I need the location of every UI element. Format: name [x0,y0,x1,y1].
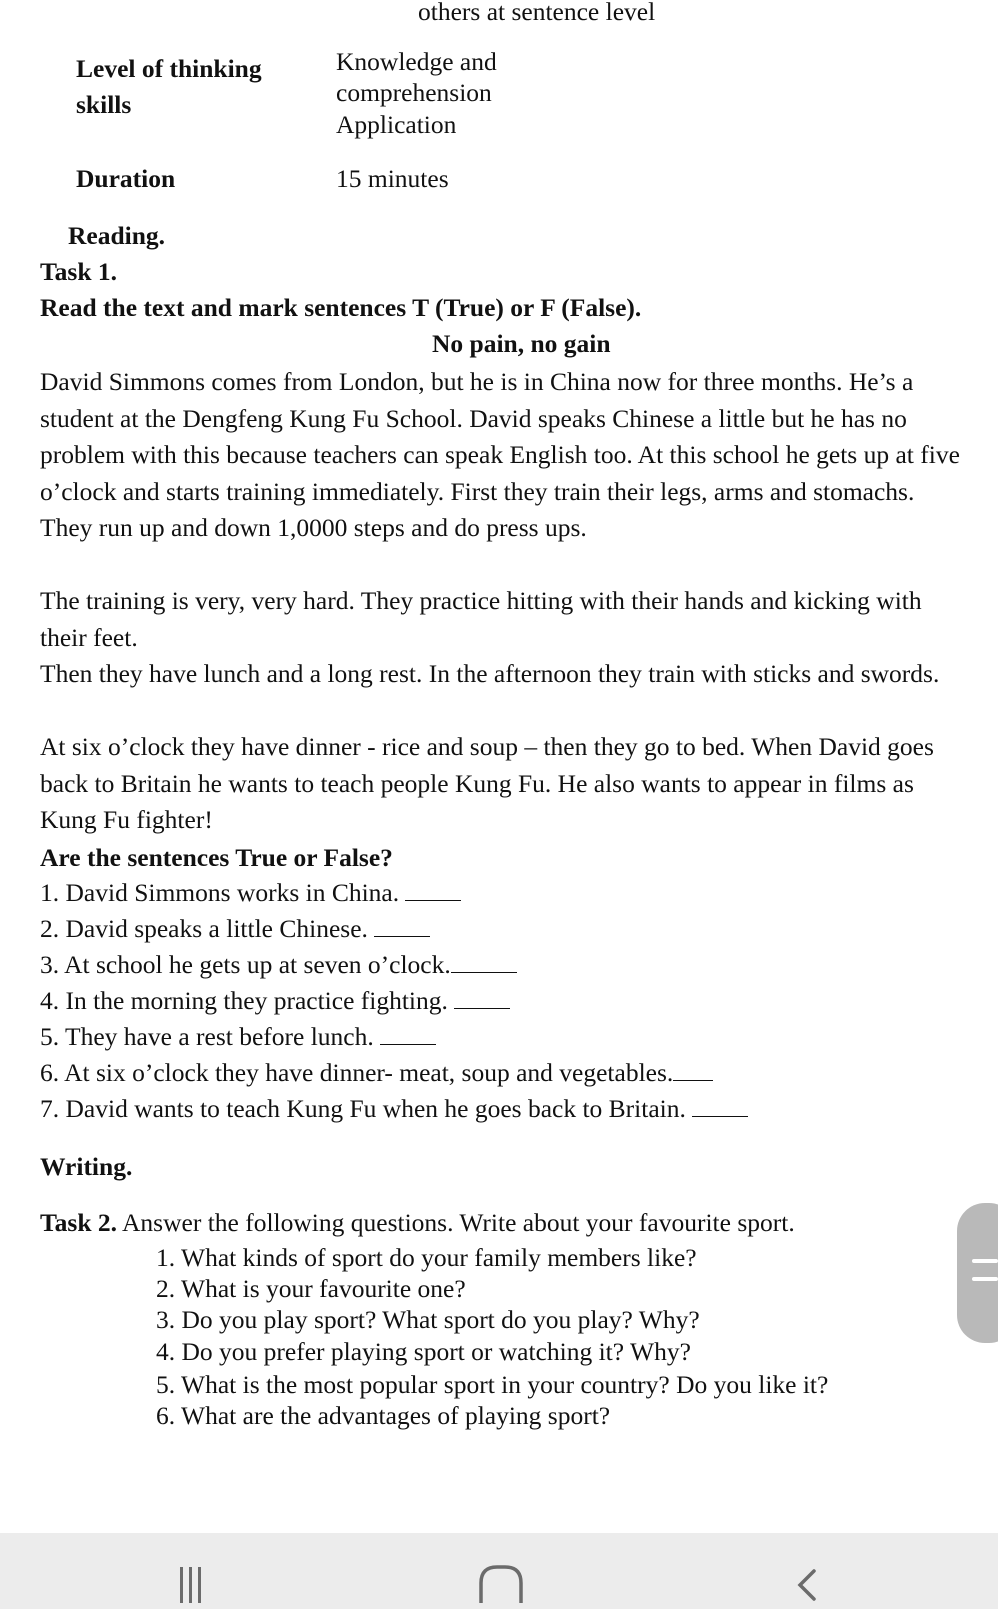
task2-instruction: Answer the following questions. Write about your favourite sport. [117,1208,795,1237]
statement-7 [40,1094,748,1124]
question-item: 4. Do you prefer playing sport or watching it? Why? [156,1337,691,1366]
question-item: 5. What is the most popular sport in your country? Do you like it? [156,1370,829,1399]
thinking-value-line1: Knowledge and [336,47,497,76]
question-item: 1. What kinds of sport do your family members like? [156,1243,697,1272]
handle-grip-icon [972,1259,998,1263]
answer-blank[interactable] [405,899,461,901]
statement-1 [40,878,461,908]
reading-paragraph-3: Then they have lunch and a long rest. In the afternoon they train with sticks and swords. [40,659,940,688]
text-title: No pain, no gain [432,329,611,358]
statement-text: 1. David Simmons works in China. [40,878,400,907]
statement-text: 7. David wants to teach Kung Fu when he goes back to Britain. [40,1094,686,1123]
reading-paragraph-1: David Simmons comes from London, but he is in China now for three months. He’s a student at the Dengfeng Kung Fu School. David speaks Chinese a little but he has no problem with this because teachers can speak English too. At this school he gets up at five o’clock and starts training immediately. First they train their legs, arms and stomachs. They run up and down 1,0000 steps and do press ups. [40,367,960,542]
question-heading: Are the sentences True or False? [40,843,393,872]
reading-heading: Reading. [68,221,166,250]
home-icon [470,1543,530,1603]
task1-instruction: Read the text and mark sentences T (True) or F (False). [40,293,642,322]
answer-blank[interactable] [673,1079,713,1081]
duration-value: 15 minutes [336,164,449,193]
reading-paragraph-2: The training is very, very hard. They practice hitting with their hands and kicking with their feet. [40,586,922,652]
answer-blank[interactable] [374,935,430,937]
thinking-value-line2: comprehension [336,78,492,107]
recent-apps-icon [160,1543,220,1603]
back-icon [780,1543,840,1603]
question-item: 6. What are the advantages of playing sport? [156,1401,611,1430]
statement-text: 6. At six o’clock they have dinner- meat, soup and vegetables. [40,1058,674,1087]
statement-2 [40,914,430,944]
table-partial-line: others at sentence level [418,0,656,26]
question-item: 3. Do you play sport? What sport do you play? Why? [156,1305,700,1334]
statement-3 [40,950,517,980]
duration-label: Duration [76,164,176,193]
statement-text: 3. At school he gets up at seven o’clock. [40,950,451,979]
statement-6 [40,1058,713,1088]
thinking-value-line3: Application [336,110,457,139]
answer-blank[interactable] [380,1043,436,1045]
writing-heading: Writing. [40,1152,133,1181]
task2-line [40,1208,795,1238]
home-button[interactable] [470,1543,530,1603]
back-button[interactable] [780,1543,840,1603]
handle-grip-icon-line [972,1277,998,1281]
reading-paragraph-4: At six o’clock they have dinner - rice and soup – then they go to bed. When David goes back to Britain he wants to teach people Kung Fu. He also wants to appear in films as Kung Fu fighter! [40,732,934,834]
answer-blank[interactable] [454,1007,510,1009]
statement-text: 5. They have a rest before lunch. [40,1022,374,1051]
question-item: 2. What is your favourite one? [156,1274,466,1303]
answer-blank[interactable] [692,1115,748,1117]
answer-blank[interactable] [451,971,517,973]
task2-label: Task 2. [40,1208,118,1237]
statement-text: 2. David speaks a little Chinese. [40,914,368,943]
navigation-bar [0,1533,998,1609]
edge-panel-handle[interactable] [957,1203,998,1343]
statement-5 [40,1022,436,1052]
thinking-label-line1: Level of thinking [76,54,262,83]
recent-apps-button[interactable] [160,1543,220,1603]
statement-text: 4. In the morning they practice fighting. [40,986,448,1015]
statement-4 [40,986,510,1016]
task1-label: Task 1. [40,257,118,286]
thinking-label-line2: skills [76,90,132,119]
